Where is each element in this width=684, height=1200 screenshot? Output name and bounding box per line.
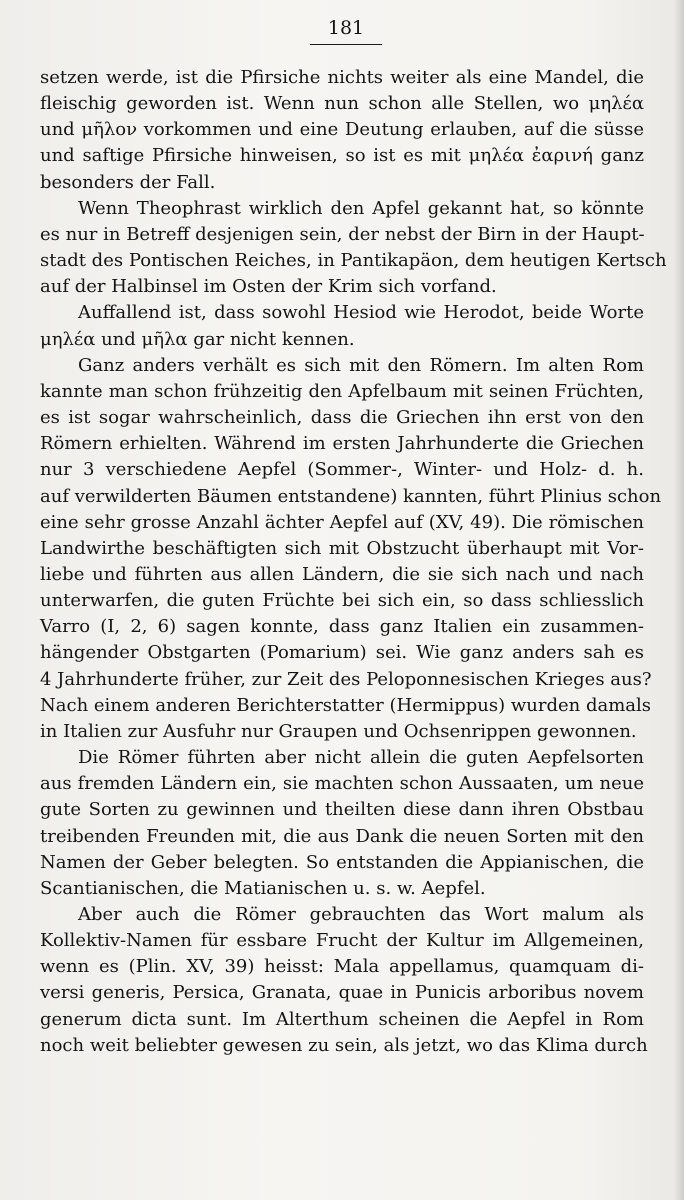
paragraph bbox=[40, 196, 667, 301]
text-line: aus fremden Ländern ein, sie machten schon Aussaaten, um neue bbox=[40, 773, 644, 795]
header-rule bbox=[310, 44, 382, 45]
text-line: Kollektiv-Namen für essbare Frucht der Kultur im Allgemeinen, bbox=[40, 930, 644, 952]
text-line: stadt des Pontischen Reiches, in Pantikapäon, dem heutigen Kertsch bbox=[40, 250, 667, 272]
text-line: 4 Jahrhunderte früher, zur Zeit des Peloponnesischen Krieges aus? bbox=[40, 668, 652, 690]
text-line: Römern erhielten. Während im ersten Jahrhunderte die Griechen bbox=[40, 433, 644, 455]
text-line: Aber auch die Römer gebrauchten das Wort malum als bbox=[78, 904, 644, 925]
text-line: und saftige Pfirsiche hinweisen, so ist es mit μηλέα ἐαρινή ganz bbox=[40, 145, 644, 167]
page-number: 181 bbox=[327, 17, 365, 39]
text-line: Auffallend ist, dass sowohl Hesiod wie Herodot, beide Worte bbox=[78, 302, 644, 324]
text-line: auf verwilderten Bäumen entstandene) kannten, führt Plinius schon bbox=[40, 485, 662, 507]
text-line: nur 3 verschiedene Aepfel (Sommer-, Winter- und Holz- d. h. bbox=[40, 459, 644, 481]
text-line: setzen werde, ist die Pfirsiche nichts weiter als eine Mandel, die bbox=[40, 67, 644, 88]
text-line: hängender Obstgarten (Pomarium) sei. Wie ganz anders sah es bbox=[40, 642, 644, 664]
text-line: gute Sorten zu gewinnen und theilten diese dann ihren Obstbau bbox=[40, 799, 644, 821]
paragraph bbox=[40, 300, 644, 352]
text-line: Scantianischen, die Matianischen u. s. w. Aepfel. bbox=[40, 877, 486, 899]
text-line: Namen der Geber belegten. So entstanden die Appianischen, die bbox=[40, 851, 644, 873]
text-line: liebe und führten aus allen Ländern, die sie sich nach und nach bbox=[40, 563, 644, 585]
paragraph bbox=[40, 902, 648, 1059]
text-line: Wenn Theophrast wirklich den Apfel gekannt hat, so könnte bbox=[78, 197, 644, 219]
page-edge-shadow bbox=[674, 0, 684, 1200]
text-line: generum dicta sunt. Im Alterthum scheinen die Aepfel in Rom bbox=[40, 1008, 644, 1030]
text-line: μηλέα und μῆλα gar nicht kennen. bbox=[40, 328, 355, 350]
text-line: treibenden Freunden mit, die aus Dank die neuen Sorten mit den bbox=[40, 825, 644, 847]
text-line: unterwarfen, die guten Früchte bei sich ein, so dass schliesslich bbox=[40, 590, 644, 612]
text-line: eine sehr grosse Anzahl ächter Aepfel auf (XV, 49). Die römischen bbox=[40, 511, 644, 533]
text-line: Nach einem anderen Berichterstatter (Hermippus) wurden damals bbox=[40, 694, 652, 716]
text-line: wenn es (Plin. XV, 39) heisst: Mala appellamus, quamquam di- bbox=[40, 956, 644, 978]
text-line: und μῆλον vorkommen und eine Deutung erlauben, auf die süsse bbox=[40, 119, 644, 141]
text-line: noch weit beliebter gewesen zu sein, als jetzt, wo das Klima durch bbox=[40, 1034, 648, 1056]
text-line: Landwirthe beschäftigten sich mit Obstzucht überhaupt mit Vor- bbox=[40, 537, 644, 559]
paragraph bbox=[40, 745, 644, 902]
text-line: kannte man schon frühzeitig den Apfelbaum mit seinen Früchten, bbox=[40, 380, 644, 402]
text-line: fleischig geworden ist. Wenn nun schon alle Stellen, wo μηλέα bbox=[40, 93, 644, 115]
text-line: in Italien zur Ausfuhr nur Graupen und Ochsenrippen gewonnen. bbox=[40, 720, 637, 742]
text-line: Die Römer führten aber nicht allein die guten Aepfelsorten bbox=[78, 747, 644, 769]
text-body bbox=[40, 65, 667, 1059]
paragraph bbox=[40, 353, 662, 745]
text-line: es ist sogar wahrscheinlich, dass die Griechen ihn erst von den bbox=[40, 407, 644, 429]
text-line: Ganz anders verhält es sich mit den Römern. Im alten Rom bbox=[78, 354, 644, 376]
paragraph bbox=[40, 65, 644, 196]
text-line: versi generis, Persica, Granata, quae in Punicis arboribus novem bbox=[40, 982, 644, 1004]
text-line: Varro (I, 2, 6) sagen konnte, dass ganz Italien ein zusammen- bbox=[40, 616, 644, 638]
text-line: besonders der Fall. bbox=[40, 171, 216, 193]
text-line: auf der Halbinsel im Osten der Krim sich vorfand. bbox=[40, 276, 497, 298]
text-line: es nur in Betreff desjenigen sein, der nebst der Birn in der Haupt- bbox=[40, 223, 645, 245]
